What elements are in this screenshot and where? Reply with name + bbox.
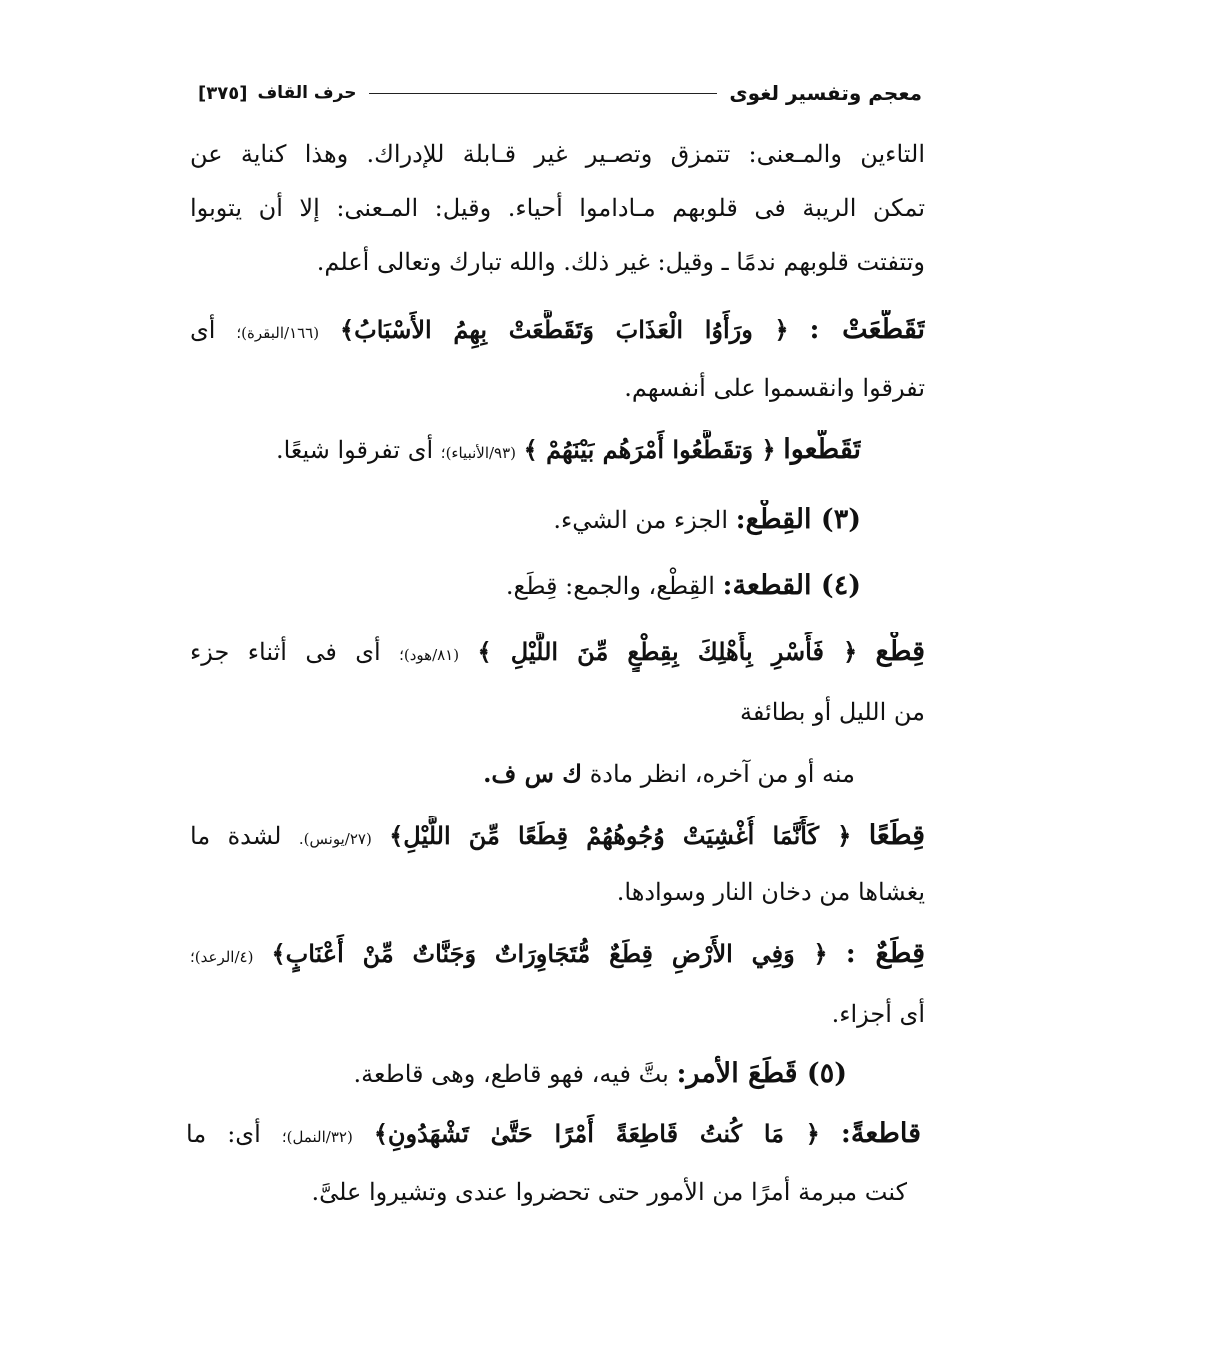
entry-line bbox=[190, 310, 925, 350]
gloss: أى bbox=[190, 316, 216, 344]
quran-verse: ﴿ وَتقَطَّعُوا أَمْرَهُم بَيْنَهُمْ ﴾ bbox=[523, 435, 776, 464]
quran-verse: ﴿ فَأَسْرِ بِأَهْلِكَ بِقِطْعٍ مِّنَ اللَّيْلِ ﴾ bbox=[477, 637, 858, 666]
text-line: وتتفتت قلوبهم ندمًا ـ وقيل: غير ذلك. والله تبارك وتعالى أعلم. bbox=[316, 248, 925, 276]
running-header bbox=[198, 78, 922, 108]
headword: تَقَطَّعوا bbox=[783, 434, 861, 465]
verse-reference: (١٦٦/البقرة)؛ bbox=[236, 324, 320, 342]
cross-reference-text: منه أو من آخره، انظر مادة bbox=[589, 760, 855, 788]
entry-line bbox=[190, 816, 925, 856]
sense-text: القِطْع، والجمع: قِطَع. bbox=[505, 572, 715, 600]
entry-line bbox=[276, 430, 861, 470]
header-rule bbox=[369, 93, 718, 94]
root-letters: ك س ف. bbox=[483, 759, 583, 788]
sense-line bbox=[354, 1054, 847, 1094]
sense-line bbox=[553, 500, 861, 540]
text-line: تفرقوا وانقسموا على أنفسهم. bbox=[624, 374, 925, 402]
gloss: أى: ما bbox=[186, 1120, 261, 1148]
entry-line bbox=[186, 1114, 921, 1154]
text-line: من الليل أو بطائفة bbox=[740, 698, 925, 726]
sense-heading: (٥) قَطَعَ الأمر: bbox=[676, 1058, 847, 1089]
text-line: أى أجزاء. bbox=[831, 1000, 925, 1028]
entry-line bbox=[190, 934, 925, 974]
sense-heading: (٤) القطعة: bbox=[722, 570, 861, 601]
text-line: التاءين والمـعنى: تتمزق وتصـير غير قـابلة للإدراك. وهذا كناية عن bbox=[190, 140, 925, 168]
gloss: أى تفرقوا شيعًا. bbox=[275, 436, 434, 464]
book-title: معجم وتفسير لغوى bbox=[729, 81, 922, 105]
quran-verse: ﴿ مَا كُنتُ قَاطِعَةً أَمْرًا حَتَّىٰ تَشْهَدُونِ﴾ bbox=[373, 1119, 820, 1148]
gloss: لشدة ما bbox=[190, 822, 282, 850]
headword: تَقَطَّعَتْ : bbox=[809, 314, 925, 345]
page-number: [٣٧٥] bbox=[198, 82, 248, 104]
headword: قِطْع bbox=[875, 636, 925, 667]
quran-verse: ﴿ وَفِي الأَرْضِ قِطَعٌ مُّتَجَاوِرَاتٌ وَجَنَّاتٌ مِّنْ أَعْنَابٍ﴾ bbox=[271, 939, 828, 968]
sense-heading: (٣) القِطْع: bbox=[735, 504, 861, 535]
text-line: يغشاها من دخان النار وسوادها. bbox=[616, 878, 925, 906]
quran-verse: ﴿ كَأَنَّمَا أُغْشِيَتْ وُجُوهُهُمْ قِطَعًا مِّنَ اللَّيْلِ﴾ bbox=[389, 821, 852, 850]
text-line bbox=[483, 754, 855, 794]
headword: قِطَعًا bbox=[868, 820, 925, 851]
entry-line bbox=[190, 632, 925, 672]
text-line: تمكن الريبة فى قلوبهم مـاداموا أحياء. وقيل: المـعنى: إلا أن يتوبوا bbox=[190, 194, 925, 222]
headword: قِطَعٌ : bbox=[845, 938, 925, 969]
gloss: أى فى أثناء جزء bbox=[190, 638, 381, 666]
verse-reference: (٣٢/النمل)؛ bbox=[281, 1128, 353, 1146]
sense-text: بتَّ فيه، فهو قاطع، وهى قاطعة. bbox=[353, 1060, 669, 1088]
headword: قاطعةً: bbox=[840, 1118, 921, 1149]
quran-verse: ﴿ ورَأَوُا الْعَذَابَ وَتَقَطَّعَتْ بِهِمُ الأَسْبَابُ﴾ bbox=[340, 315, 789, 344]
section-title: حرف القاف bbox=[257, 83, 357, 103]
sense-text: الجزء من الشيء. bbox=[553, 506, 729, 534]
sense-line bbox=[506, 566, 861, 606]
verse-reference: (٨١/هود)؛ bbox=[399, 646, 460, 664]
text-line: كنت مبرمة أمرًا من الأمور حتى تحضروا عندى وتشيروا علىَّ. bbox=[311, 1178, 907, 1206]
verse-reference: (٢٧/يونس). bbox=[298, 830, 372, 848]
verse-reference: (٩٣/الأنبياء)؛ bbox=[440, 444, 517, 462]
verse-reference: (٤/الرعد)؛ bbox=[190, 948, 254, 966]
